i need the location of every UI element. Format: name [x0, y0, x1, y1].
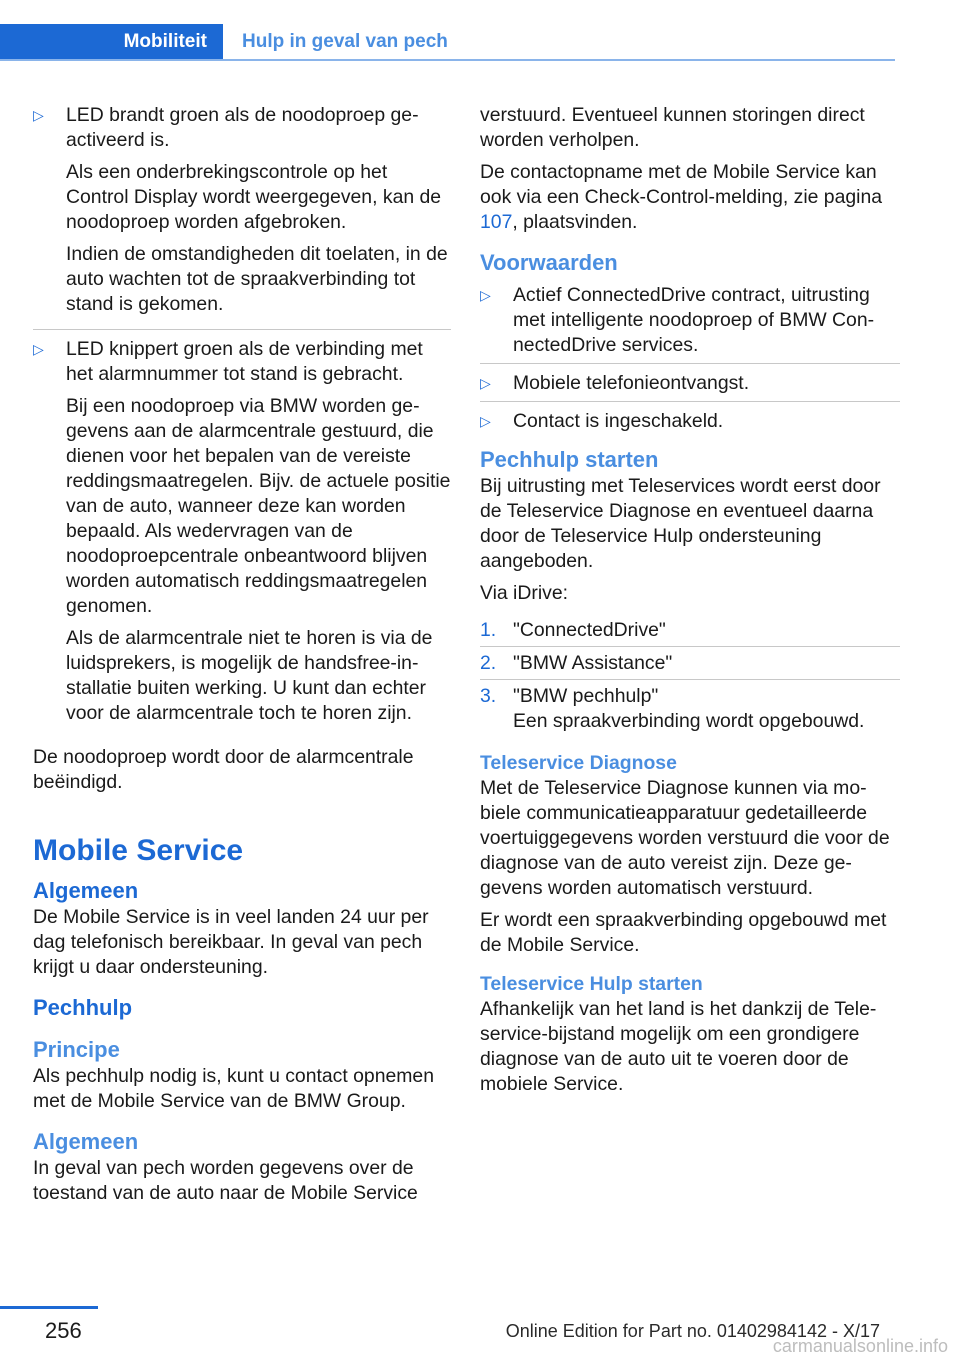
edition-label: Online Edition for Part no. 01402984142 - X/17 [505, 1321, 880, 1341]
step-text: "ConnectedDrive" [513, 619, 666, 641]
voorwaarde-text: Contact is ingeschakeld. [513, 410, 724, 432]
header-divider [0, 59, 895, 61]
triangle-bullet-icon: ▷ [480, 413, 491, 429]
bullet-text: LED brandt groen als de noodoproep geactiveerd is. [66, 104, 419, 151]
chapter-tab[interactable]: Mobiliteit [0, 24, 223, 60]
list-item [480, 651, 900, 680]
voorwaarde-text: Actief ConnectedDrive contract, uitrusting met intelligente noodoproep of BMW ConnectedDrive services. [513, 284, 875, 356]
bullet-text: LED knippert groen als de verbinding met het alarmnummer tot stand is gebracht. [66, 338, 423, 385]
algemeen-heading: Algemeen [33, 878, 139, 903]
teleservice-hulp-heading: Teleservice Hulp starten [480, 973, 703, 995]
triangle-bullet-icon: ▷ [33, 107, 44, 123]
status-bullet-list [33, 103, 451, 738]
step-text: "BMW pechhulp" [513, 685, 659, 707]
mobile-service-heading: Mobile Service [33, 834, 244, 867]
step-number: 1. [480, 619, 497, 641]
pechhulp-starten-heading: Pechhulp starten [480, 447, 659, 472]
voorwaarde-text: Mobiele telefonieontvangst. [513, 372, 750, 394]
section-breadcrumb[interactable]: Hulp in geval van pech [242, 31, 448, 52]
step-subtext: Een spraakverbinding wordt opgebouwd. [513, 710, 865, 732]
end-paragraph: De noodoproep wordt door de alarmcentrale beëindigd. [33, 746, 414, 793]
teleservice-diagnose-heading: Teleservice Diagnose [480, 752, 677, 774]
list-item [480, 684, 900, 737]
hulp-text: Afhankelijk van het land is het dankzij de Teleservice-bijstand mogelijk om een grondigere diagnose van de auto uit te voeren door de mobiele Service. [480, 998, 877, 1095]
principe-text: Als pechhulp nodig is, kunt u contact opnemen met de Mobile Service van de BMW Group. [33, 1065, 435, 1112]
continued-text: verstuurd. Eventueel kunnen storingen direct worden verholpen. [480, 104, 865, 151]
algemeen-text: De Mobile Service is in veel landen 24 uur per dag telefonisch bereikbaar. In geval van pech krijgt u daar ondersteuning. [33, 906, 429, 978]
contact-paragraph [480, 160, 900, 235]
watermark-text: carmanualsonline.info [772, 1336, 948, 1356]
list-item [480, 283, 900, 364]
left-column [33, 103, 451, 1213]
voorwaarden-heading: Voorwaarden [480, 250, 618, 275]
algemeen-subheading: Algemeen [33, 1129, 139, 1154]
list-item [33, 103, 451, 330]
triangle-bullet-icon: ▷ [33, 341, 44, 357]
page-number: 256 [45, 1318, 82, 1343]
list-item [480, 371, 900, 402]
triangle-bullet-icon: ▷ [480, 375, 491, 391]
step-number: 3. [480, 685, 497, 707]
right-column [480, 103, 900, 1104]
algemeen-subtext: In geval van pech worden gegevens over de toestand van de auto naar de Mobile Service [33, 1157, 418, 1204]
pechhulp-starten-text: Bij uitrusting met Teleservices wordt eerst door de Teleservice Diagnose en eventueel daarna door de Teleservice Hulp ondersteuning aangeboden. [480, 475, 881, 572]
page-107-link[interactable]: 107 [480, 211, 513, 233]
contact-text-end: , plaatsvinden. [512, 211, 638, 233]
triangle-bullet-icon: ▷ [480, 287, 491, 303]
pechhulp-heading: Pechhulp [33, 995, 133, 1020]
step-number: 2. [480, 652, 497, 674]
diagnose-text-2: Er wordt een spraakverbinding opgebouwd met de Mobile Service. [480, 909, 887, 956]
diagnose-text: Met de Teleservice Diagnose kunnen via mobiele communicatieapparatuur gedetailleerde voertuiggegevens worden verstuurd die voor de diagnose van de auto vereist zijn. Deze gegevens worden automatisch verstuurd. [480, 777, 890, 899]
list-item [480, 618, 900, 647]
bullet-paragraph: Als de alarmcentrale niet te horen is via de luidsprekers, is mogelijk de handsfree-installatie buiten werking. U kunt dan echter voor de alarmcentrale toch te horen zijn. [66, 627, 433, 724]
bullet-paragraph: Indien de omstandigheden dit toelaten, in de auto wachten tot de spraakverbinding tot stand is gekomen. [66, 243, 448, 315]
principe-heading: Principe [33, 1037, 120, 1062]
bullet-paragraph: Bij een noodoproep via BMW worden gegevens aan de alarmcentrale gestuurd, die dienen voor het bepalen van de vereiste reddingsmaatregelen. Bijv. de actuele positie van de auto, wanneer deze kan worden bepaald. Als wedervragen van de noodoproepcentrale onbeantwoord blijven worden automatisch reddingsmaatregelen genomen. [66, 395, 451, 617]
voorwaarden-list [480, 283, 900, 439]
footer-divider [0, 1306, 98, 1309]
list-item [480, 409, 900, 439]
list-item [33, 337, 451, 738]
bullet-paragraph: Als een onderbrekingscontrole op het Control Display wordt weergegeven, kan de noodoproep worden afgebroken. [66, 161, 442, 233]
via-idrive-label: Via iDrive: [480, 582, 569, 604]
contact-text: De contactopname met de Mobile Service kan ook via een Check-Control-melding, zie pagina [480, 161, 883, 208]
idrive-steps [480, 618, 900, 737]
page-header [0, 24, 895, 62]
step-text: "BMW Assistance" [513, 652, 673, 674]
